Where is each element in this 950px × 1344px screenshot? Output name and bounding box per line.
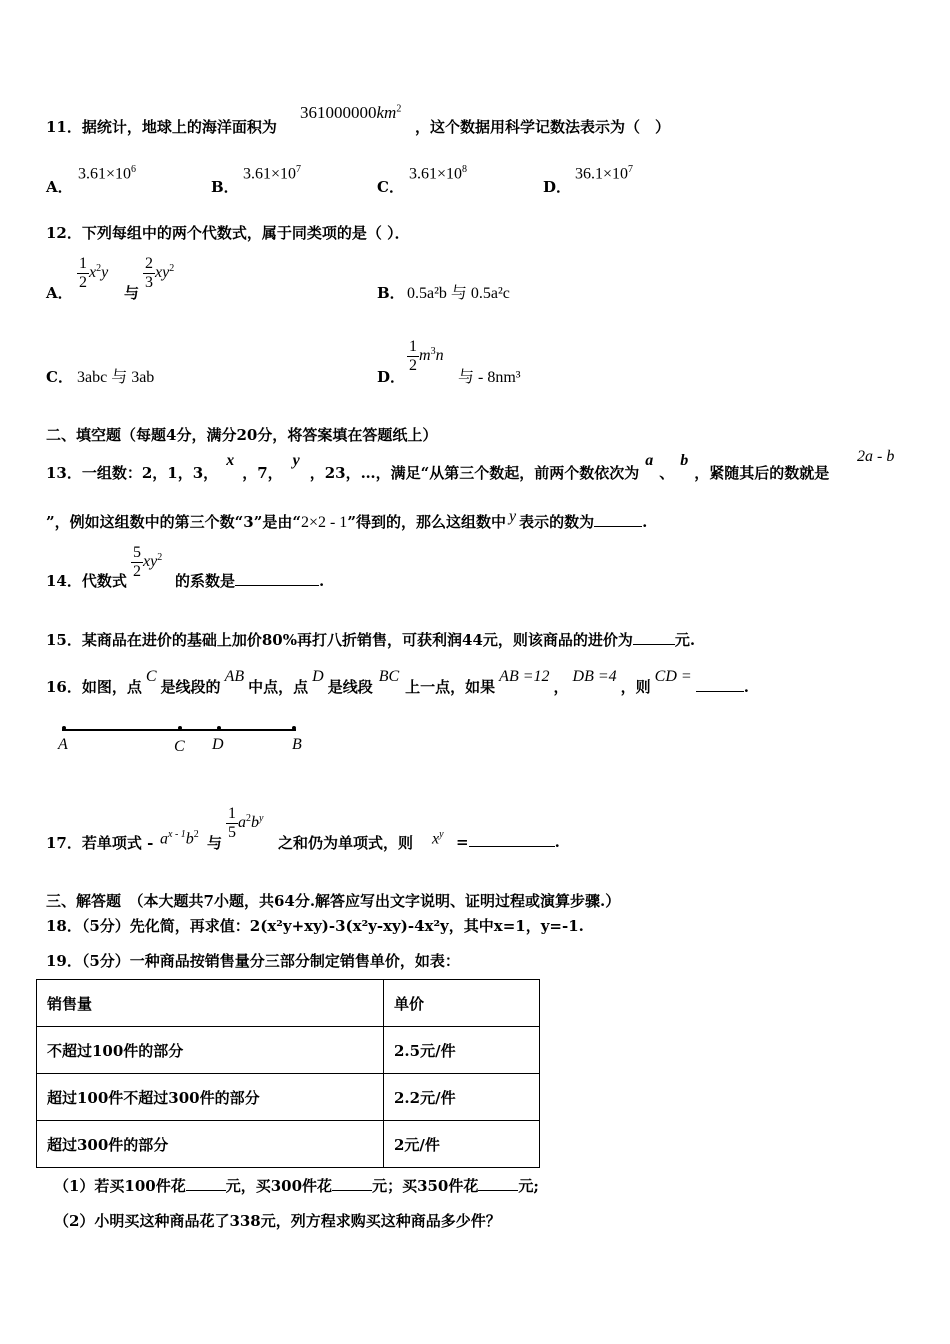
q17-pre: 17．若单项式 - [46, 834, 154, 852]
q13-line1 [46, 452, 830, 483]
q17-answer [456, 832, 560, 851]
q15-answer-blank[interactable] [633, 630, 675, 645]
q11-unit: km [376, 103, 397, 122]
q19-sub2: （2）小明买这种商品花了338元，列方程求购买这种商品多少件？ [54, 1212, 501, 1230]
label-a: A [58, 736, 68, 753]
q11-text: 11．据统计，地球上的海洋面积为 [46, 118, 277, 136]
q11-option-c-exp: 8 [462, 164, 468, 175]
table-header-cell: 单价 [384, 980, 540, 1027]
q11-value [300, 103, 401, 123]
q17-equals: = [456, 833, 469, 851]
q14-expr: $\frac{5}{2}$ $xy^2$ [133, 544, 163, 580]
q14-period: . [319, 572, 325, 590]
q19-sub1-part1: （1）若买100件花 [54, 1177, 186, 1195]
q19-sub1 [54, 1175, 539, 1196]
q13-answer-blank[interactable] [594, 512, 642, 527]
q12-option-b-label: B． [377, 284, 405, 302]
q16-eq-db: DB =4 [572, 668, 617, 685]
q17-period: . [554, 833, 560, 851]
q16-comma: ， [553, 678, 569, 696]
q17-monomial1: $a^{x - 1}b^2$ [160, 829, 199, 848]
table-cell: 超过100件不超过300件的部分 [37, 1074, 384, 1121]
point-a-dot [62, 726, 66, 730]
q11-option-a [78, 164, 136, 183]
section2-heading: 二、填空题（每题4分，满分20分，将答案填在答题纸上） [46, 426, 438, 444]
q11-option-d-mantissa: 36.1×10 [575, 165, 629, 183]
q11-option-b-exp: 7 [296, 164, 302, 175]
q16-segment-ab: AB [224, 668, 245, 685]
q17-monomial2: $\frac{1}{5}$ $a^2b^y$ [228, 805, 264, 841]
q12-option-d-tail: 与 - 8nm³ [458, 369, 521, 386]
q16-t5: ，则 [620, 678, 651, 696]
price-table [36, 979, 540, 1168]
point-c-dot [178, 726, 182, 730]
q17-answer-blank[interactable] [469, 832, 555, 847]
table-cell: 超过300件的部分 [37, 1121, 384, 1168]
q16-segment-bc: BC [378, 668, 400, 685]
q11-option-c-label: C． [377, 178, 404, 196]
q19-sub1-part2: 元，买300件花 [225, 1177, 333, 1195]
q16-line [46, 668, 749, 697]
q13-formula: 2a - b [857, 448, 895, 465]
q13-y: y [292, 452, 300, 469]
q13-line2 [46, 508, 648, 532]
q16-pre: 16．如图，点 [46, 678, 142, 696]
q15-text: 15．某商品在进价的基础上加价80%再打八折销售，可获利润44元，则该商品的进价为 [46, 631, 633, 649]
table-row [37, 1121, 540, 1168]
q16-answer-blank[interactable] [696, 677, 744, 692]
q11-stem [46, 116, 277, 137]
q12-option-a-expr2: $\frac{2}{3}$ $xy^2$ [145, 255, 175, 291]
label-b: B [292, 736, 302, 753]
q13-line2-end: 表示的数为 [519, 513, 595, 531]
q11-option-a-exp: 6 [131, 164, 137, 175]
table-cell: 2.2元/件 [384, 1074, 540, 1121]
q17-power: $x^y$ [432, 829, 444, 848]
q13-line2-mid: ”得到的，那么这组数中 [347, 513, 506, 531]
q14-pre: 14．代数式 [46, 572, 127, 590]
q12-stem: 12．下列每组中的两个代数式，属于同类项的是（ ）． [46, 224, 410, 242]
q12-option-c-label: C． [46, 368, 73, 386]
q13-line2-start: ”，例如这组数中的第三个数“3”是由“ [46, 513, 301, 531]
q11-option-a-mantissa: 3.61×10 [78, 165, 132, 183]
q19-sub1-part3: 元；买350件花 [372, 1177, 479, 1195]
q11-option-a-label: A． [46, 178, 73, 196]
q11-option-d-exp: 7 [628, 164, 634, 175]
q19-text: 19．（5分）一种商品按销售量分三部分制定销售单价，如表： [46, 952, 460, 970]
table-header-row [37, 980, 540, 1027]
q13-line2-y: y [508, 508, 517, 525]
q19-blank-350[interactable] [478, 1176, 518, 1191]
point-d-dot [217, 726, 221, 730]
q11-option-c [409, 164, 467, 183]
table-cell: 不超过100件的部分 [37, 1027, 384, 1074]
q16-eq-ab: AB =12 [499, 668, 550, 685]
q13-a: a [645, 452, 654, 469]
q12-option-d-label: D． [377, 368, 406, 386]
q16-eq-cd: CD = [654, 668, 692, 685]
table-header-cell: 销售量 [37, 980, 384, 1027]
q17-post: 之和仍为单项式，则 [278, 834, 414, 852]
q16-t4: 上一点，如果 [405, 678, 496, 696]
q11-option-b-label: B． [211, 178, 239, 196]
point-b-dot [292, 726, 296, 730]
q15-line [46, 629, 695, 650]
q16-t1: 是线段的 [160, 678, 221, 696]
q19-sub1-part4: 元; [518, 1177, 539, 1195]
q12-option-d-frac: $\frac{1}{2}$ $m^3n$ [409, 338, 444, 374]
q19-blank-100[interactable] [186, 1176, 226, 1191]
q13-mid3: ，紧随其后的数就是 [694, 464, 830, 482]
table-row [37, 1027, 540, 1074]
q13-x: x [226, 452, 235, 469]
q17-and: 与 [207, 834, 223, 852]
q13-line1-start: 13．一组数：2，1，3， [46, 464, 219, 482]
q16-t2: 中点，点 [248, 678, 309, 696]
q12-option-a-and: 与 [124, 284, 140, 302]
q13-mid1: ，7， [242, 464, 283, 482]
q18-text: 18．（5分）先化简，再求值：2(x²y+xy)-3(x²y-xy)-4x²y，其中x=1，y=-1. [46, 917, 584, 935]
section3-heading: 三、解答题 （本大题共7小题，共64分.解答应写出文字说明、证明过程或演算步骤.） [46, 892, 621, 910]
q14-answer-blank[interactable] [235, 571, 319, 586]
q11-option-d-label: D． [543, 178, 572, 196]
q12-option-c-expr: 3abc 与 3ab [77, 369, 155, 386]
q19-blank-300[interactable] [332, 1176, 372, 1191]
q16-t3: 是线段 [327, 678, 373, 696]
q12-option-b-expr: 0.5a²b 与 0.5a²c [407, 285, 510, 302]
label-d: D [212, 736, 224, 753]
label-c: C [174, 738, 185, 755]
q13-period: . [642, 513, 648, 531]
q16-period: . [743, 678, 749, 696]
q11-unit-exp: 2 [396, 103, 402, 115]
q11-option-d [575, 164, 633, 183]
table-row [37, 1074, 540, 1121]
table-cell: 2元/件 [384, 1121, 540, 1168]
q11-option-b [243, 164, 301, 183]
q15-end: 元. [674, 631, 696, 649]
q13-sep: 、 [659, 464, 675, 482]
q16-point-c: C [145, 668, 157, 685]
q12-option-a-expr: $\frac{1}{2}$ $x^2y$ [79, 255, 109, 291]
q14-post-text: 的系数是 [175, 572, 236, 590]
q11-option-c-mantissa: 3.61×10 [409, 165, 463, 183]
q11-number: 361000000 [300, 103, 377, 122]
q14-post [175, 570, 324, 591]
q13-b: b [680, 452, 689, 469]
q12-option-a-label: A． [46, 284, 73, 302]
q13-mid2: ，23，…，满足“从第三个数起，前两个数依次为 [309, 464, 640, 482]
table-cell: 2.5元/件 [384, 1027, 540, 1074]
q11-option-b-mantissa: 3.61×10 [243, 165, 297, 183]
q11-tail: ，这个数据用科学记数法表示为（ ） [415, 118, 671, 136]
q16-point-d: D [312, 668, 324, 685]
q13-example-expr: 2×2 - 1 [300, 514, 348, 531]
